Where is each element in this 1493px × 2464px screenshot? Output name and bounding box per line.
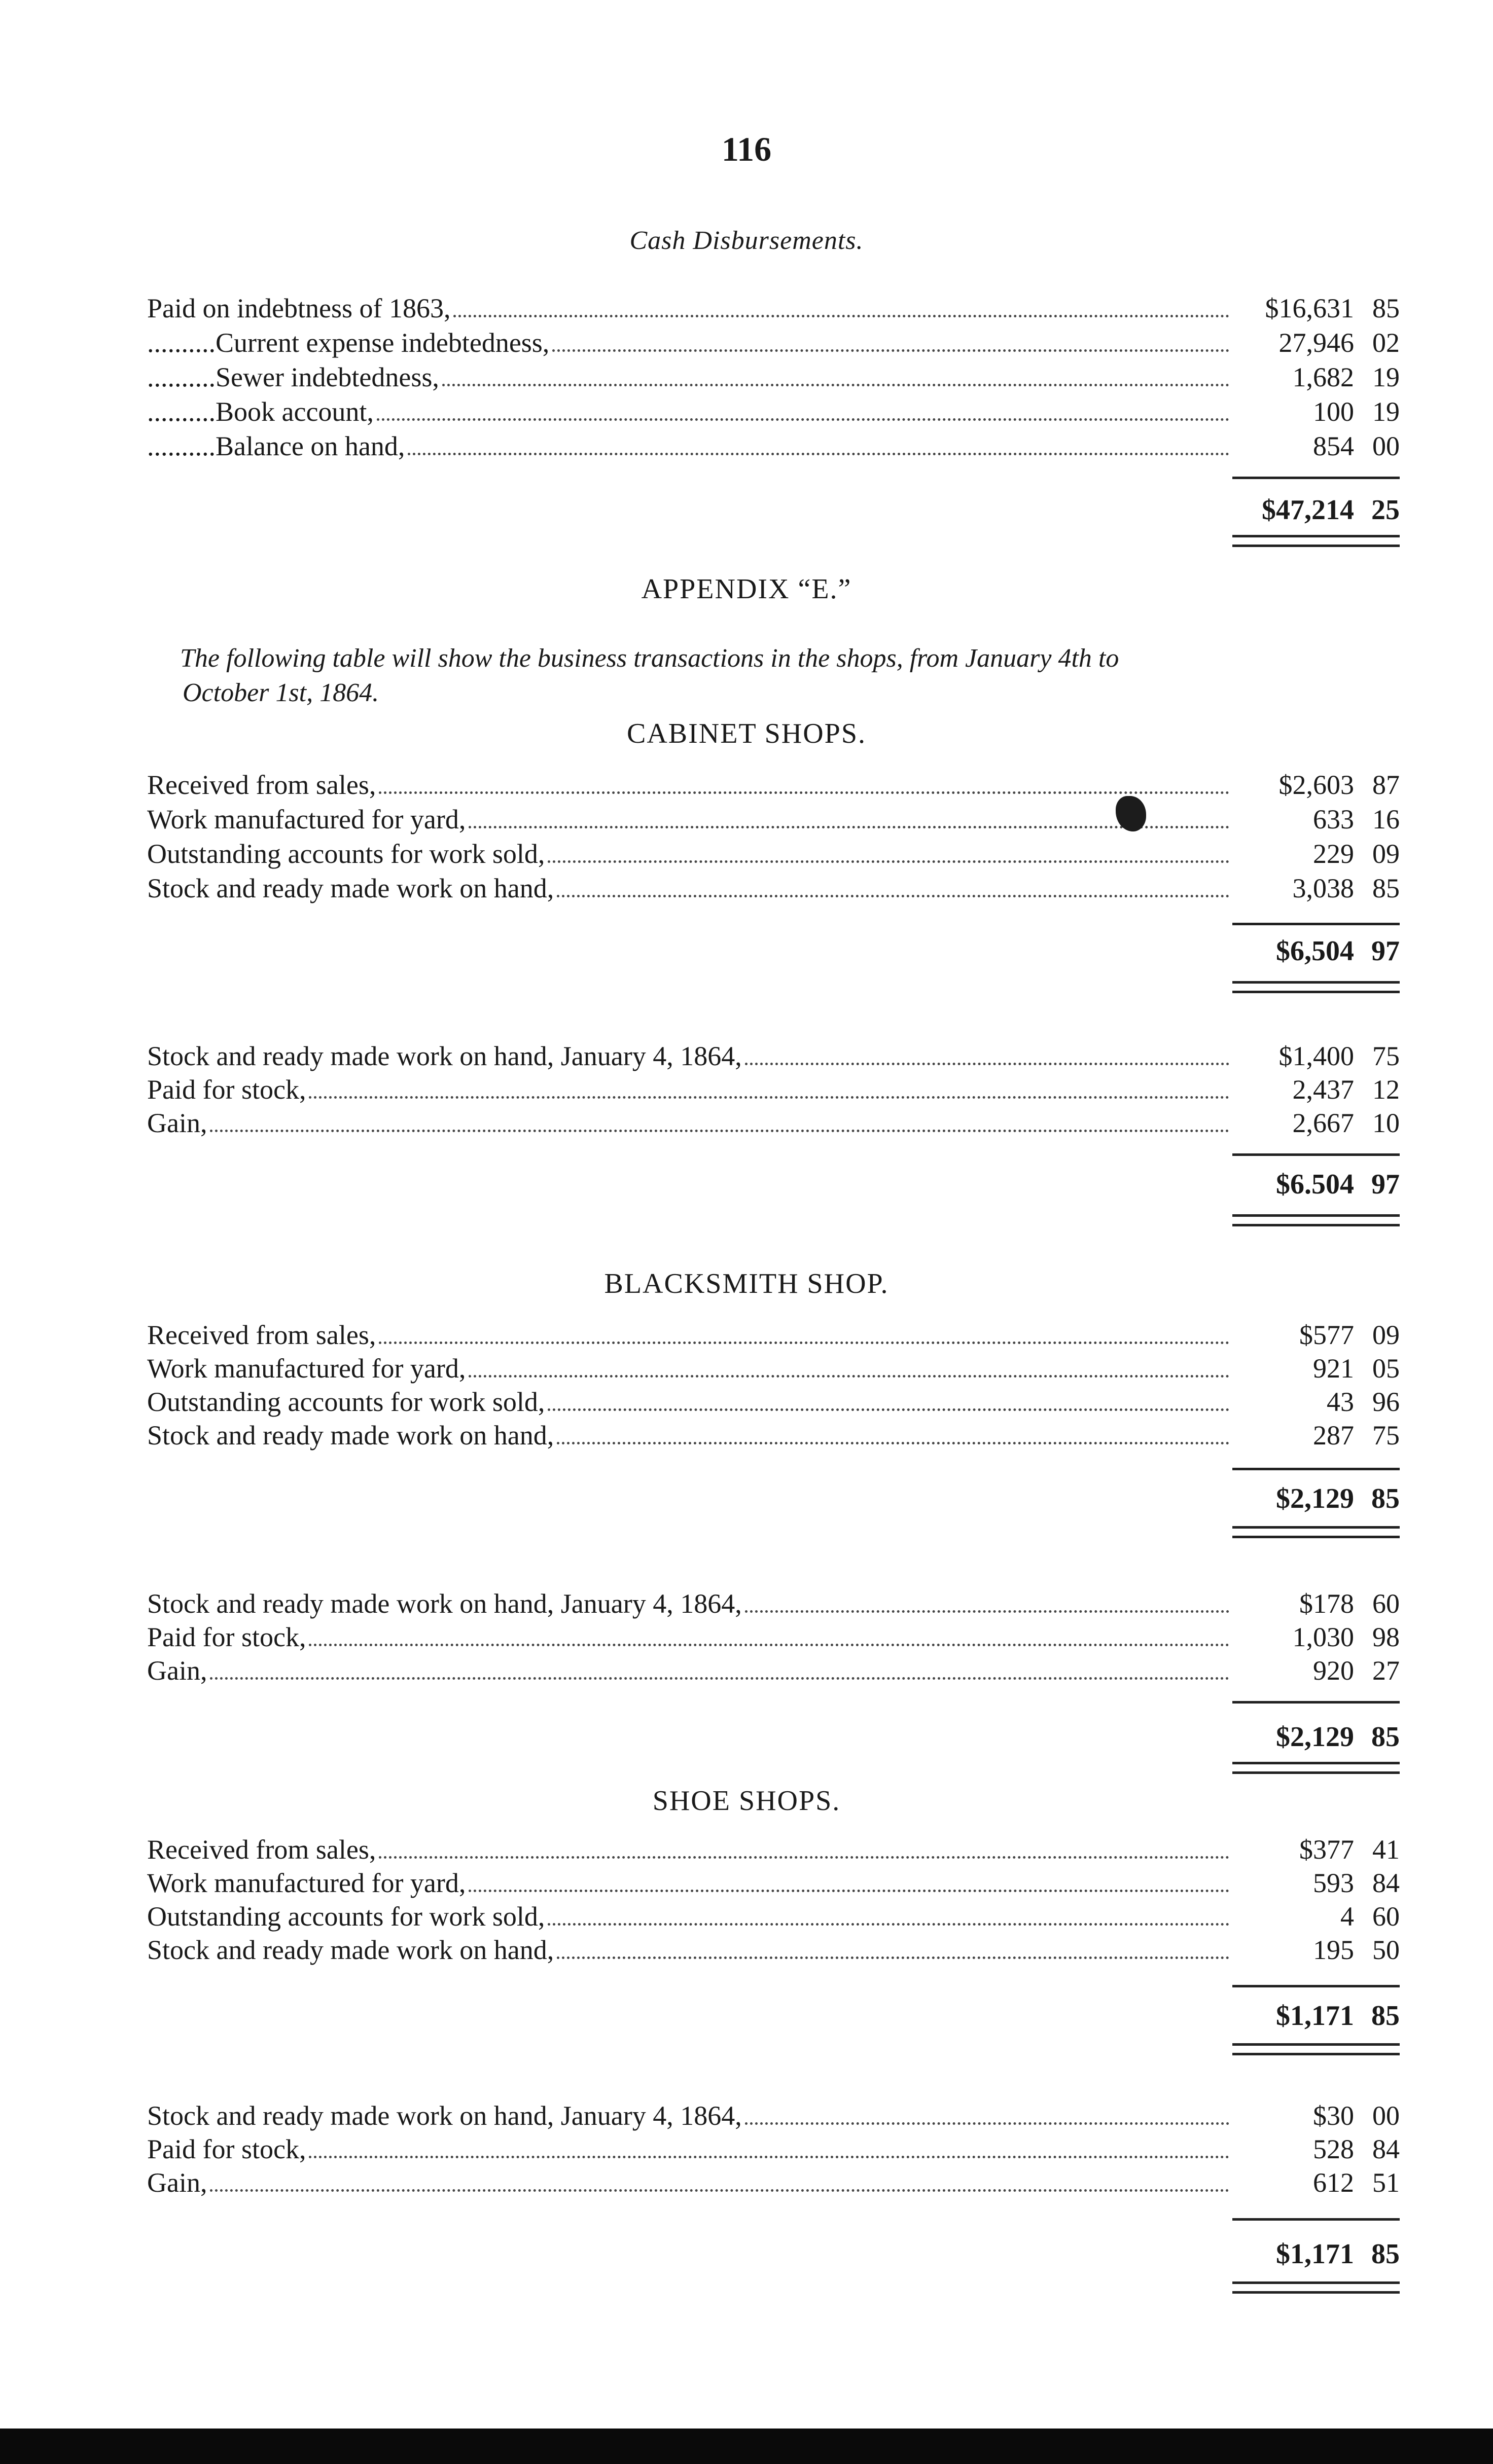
row-label: Paid for stock, bbox=[147, 2134, 306, 2164]
leader-dots bbox=[745, 1588, 1229, 1613]
scan-edge-band bbox=[0, 2429, 1493, 2464]
leader-dots bbox=[548, 1386, 1229, 1411]
row-amount bbox=[1232, 326, 1400, 359]
total-dollars: $47,214 bbox=[1262, 494, 1354, 526]
row-label: Stock and ready made work on hand, January 4, 1864, bbox=[147, 1041, 742, 1071]
cabinet-row bbox=[147, 837, 1400, 871]
cash-total bbox=[1227, 492, 1400, 528]
cash-row bbox=[147, 360, 1400, 394]
total-cents: 97 bbox=[1371, 935, 1400, 967]
amount-dollars: 195 bbox=[1313, 1935, 1354, 1965]
amount-cents: 27 bbox=[1372, 1655, 1400, 1686]
amount-cents: 98 bbox=[1372, 1622, 1400, 1652]
leader-dots bbox=[469, 1867, 1229, 1892]
amount-cents: 19 bbox=[1372, 362, 1400, 392]
row-label: Received from sales, bbox=[147, 770, 376, 800]
sum-rule bbox=[1232, 923, 1400, 925]
leader-dots bbox=[379, 1319, 1229, 1344]
row-label: Gain, bbox=[147, 1655, 207, 1686]
leader-dots bbox=[309, 1621, 1229, 1646]
row-label: Received from sales, bbox=[147, 1320, 376, 1350]
row-amount bbox=[1232, 1900, 1400, 1933]
intro-paragraph-cont bbox=[183, 676, 1400, 710]
row-label: Received from sales, bbox=[147, 1834, 376, 1865]
amount-cents: 50 bbox=[1372, 1935, 1400, 1965]
amount-cents: 84 bbox=[1372, 1868, 1400, 1898]
amount-dollars: 27,946 bbox=[1278, 328, 1354, 358]
row-label: Stock and ready made work on hand, January 4, 1864, bbox=[147, 1588, 742, 1619]
row-amount bbox=[1232, 2166, 1400, 2199]
shoe-total-a bbox=[1227, 1998, 1400, 2034]
leader-dots bbox=[453, 293, 1229, 317]
leader-dots bbox=[210, 1655, 1229, 1680]
row-amount bbox=[1232, 872, 1400, 905]
amount-dollars: 229 bbox=[1313, 839, 1354, 869]
row-label: Gain, bbox=[147, 1108, 207, 1138]
blacksmith-row bbox=[147, 1352, 1400, 1385]
double-rule bbox=[1232, 1762, 1400, 1774]
row-amount bbox=[1232, 2099, 1400, 2132]
total-cents: 25 bbox=[1371, 494, 1400, 526]
amount-dollars: 921 bbox=[1313, 1353, 1354, 1384]
amount-dollars: 593 bbox=[1313, 1868, 1354, 1898]
row-amount bbox=[1232, 1933, 1400, 1967]
amount-cents: 75 bbox=[1372, 1041, 1400, 1071]
double-rule bbox=[1232, 2043, 1400, 2055]
row-amount bbox=[1232, 1654, 1400, 1687]
total-cents: 85 bbox=[1371, 2000, 1400, 2032]
row-label: Paid for stock, bbox=[147, 1074, 306, 1105]
cash-row bbox=[147, 395, 1400, 428]
row-label: ..........Balance on hand, bbox=[147, 431, 405, 461]
blacksmith-row bbox=[147, 1654, 1400, 1687]
sum-rule bbox=[1232, 2218, 1400, 2221]
amount-cents: 75 bbox=[1372, 1420, 1400, 1451]
total-dollars: $2,129 bbox=[1276, 1483, 1354, 1514]
shoe-total-b bbox=[1227, 2236, 1400, 2272]
cash-row bbox=[147, 326, 1400, 359]
leader-dots bbox=[548, 838, 1229, 863]
leader-dots bbox=[442, 361, 1229, 386]
amount-cents: 02 bbox=[1372, 328, 1400, 358]
sum-rule bbox=[1232, 477, 1400, 479]
row-label: Stock and ready made work on hand, bbox=[147, 1935, 554, 1965]
sum-rule bbox=[1232, 1153, 1400, 1156]
amount-dollars: 3,038 bbox=[1292, 873, 1354, 903]
row-label: Work manufactured for yard, bbox=[147, 1868, 466, 1898]
row-amount bbox=[1232, 1039, 1400, 1073]
sum-rule bbox=[1232, 1468, 1400, 1470]
leader-dots bbox=[379, 769, 1229, 794]
blacksmith-row bbox=[147, 1385, 1400, 1419]
amount-cents: 60 bbox=[1372, 1901, 1400, 1932]
shoe-row bbox=[147, 2166, 1400, 2199]
row-amount bbox=[1232, 1073, 1400, 1106]
leader-dots bbox=[377, 396, 1229, 421]
amount-dollars: 2,667 bbox=[1292, 1108, 1354, 1138]
amount-dollars: 100 bbox=[1313, 396, 1354, 427]
shoe-row bbox=[147, 1833, 1400, 1866]
total-dollars: $6.504 bbox=[1276, 1169, 1354, 1200]
row-label: Outstanding accounts for work sold, bbox=[147, 1901, 545, 1932]
shoe-row bbox=[147, 2132, 1400, 2166]
leader-dots bbox=[745, 1040, 1229, 1065]
amount-dollars: 2,437 bbox=[1292, 1074, 1354, 1105]
appendix-title: APPENDIX “E.” bbox=[641, 573, 852, 605]
cabinet-row bbox=[147, 1106, 1400, 1140]
amount-dollars: 4 bbox=[1340, 1901, 1354, 1932]
amount-cents: 09 bbox=[1372, 1320, 1400, 1350]
amount-dollars: 920 bbox=[1313, 1655, 1354, 1686]
row-amount bbox=[1232, 1419, 1400, 1452]
leader-dots bbox=[469, 804, 1229, 828]
row-amount bbox=[1232, 1318, 1400, 1352]
total-cents: 85 bbox=[1371, 1721, 1400, 1753]
row-label: Stock and ready made work on hand, bbox=[147, 1420, 554, 1451]
cabinet-row bbox=[147, 1039, 1400, 1073]
row-label: Stock and ready made work on hand, bbox=[147, 873, 554, 903]
row-label: Paid on indebtness of 1863, bbox=[147, 293, 451, 323]
row-label: ..........Book account, bbox=[147, 396, 374, 427]
row-amount bbox=[1232, 768, 1400, 802]
amount-cents: 85 bbox=[1372, 293, 1400, 323]
row-amount bbox=[1232, 429, 1400, 463]
row-label: ..........Sewer indebtedness, bbox=[147, 362, 439, 392]
amount-cents: 85 bbox=[1372, 873, 1400, 903]
amount-dollars: 1,682 bbox=[1292, 362, 1354, 392]
cabinet-row bbox=[147, 1073, 1400, 1106]
amount-cents: 16 bbox=[1372, 804, 1400, 835]
blacksmith-total-b bbox=[1227, 1719, 1400, 1755]
total-cents: 97 bbox=[1371, 1169, 1400, 1200]
amount-cents: 05 bbox=[1372, 1353, 1400, 1384]
leader-dots bbox=[557, 1420, 1229, 1444]
amount-cents: 41 bbox=[1372, 1834, 1400, 1865]
shoe-shops-heading: SHOE SHOPS. bbox=[652, 1785, 841, 1817]
amount-dollars: 528 bbox=[1313, 2134, 1354, 2164]
intro-line-2: October 1st, 1864. bbox=[183, 678, 379, 707]
cabinet-row bbox=[147, 803, 1400, 836]
amount-dollars: 612 bbox=[1313, 2167, 1354, 2198]
row-amount bbox=[1232, 837, 1400, 871]
row-label: Outstanding accounts for work sold, bbox=[147, 1387, 545, 1417]
row-label: ..........Current expense indebtedness, bbox=[147, 328, 550, 358]
leader-dots bbox=[557, 1934, 1229, 1959]
double-rule bbox=[1232, 1526, 1400, 1538]
amount-dollars: 1,030 bbox=[1292, 1622, 1354, 1652]
amount-dollars: $178 bbox=[1299, 1588, 1354, 1619]
amount-cents: 51 bbox=[1372, 2167, 1400, 2198]
shoe-row bbox=[147, 1900, 1400, 1933]
amount-cents: 96 bbox=[1372, 1387, 1400, 1417]
row-amount bbox=[1232, 1620, 1400, 1654]
amount-cents: 10 bbox=[1372, 1108, 1400, 1138]
cabinet-shops-heading: CABINET SHOPS. bbox=[627, 718, 866, 749]
blacksmith-row bbox=[147, 1620, 1400, 1654]
amount-cents: 00 bbox=[1372, 431, 1400, 461]
amount-cents: 12 bbox=[1372, 1074, 1400, 1105]
leader-dots bbox=[552, 327, 1229, 352]
leader-dots bbox=[309, 1074, 1229, 1099]
total-dollars: $6,504 bbox=[1276, 935, 1354, 967]
amount-cents: 60 bbox=[1372, 1588, 1400, 1619]
leader-dots bbox=[309, 2133, 1229, 2158]
total-dollars: $1,171 bbox=[1276, 2238, 1354, 2270]
row-amount bbox=[1232, 360, 1400, 394]
row-amount bbox=[1232, 395, 1400, 428]
row-amount bbox=[1232, 1866, 1400, 1900]
amount-dollars: $2,603 bbox=[1278, 770, 1354, 800]
leader-dots bbox=[548, 1901, 1229, 1926]
row-label: Stock and ready made work on hand, January 4, 1864, bbox=[147, 2100, 742, 2131]
row-label: Work manufactured for yard, bbox=[147, 1353, 466, 1384]
cabinet-total-b bbox=[1227, 1166, 1400, 1203]
amount-cents: 87 bbox=[1372, 770, 1400, 800]
cabinet-total-a bbox=[1227, 933, 1400, 969]
leader-dots bbox=[408, 430, 1229, 455]
amount-cents: 00 bbox=[1372, 2100, 1400, 2131]
cash-row bbox=[147, 429, 1400, 463]
amount-dollars: $377 bbox=[1299, 1834, 1354, 1865]
amount-cents: 84 bbox=[1372, 2134, 1400, 2164]
blacksmith-shop-heading: BLACKSMITH SHOP. bbox=[604, 1268, 889, 1299]
amount-dollars: $16,631 bbox=[1265, 293, 1354, 323]
amount-dollars: 43 bbox=[1327, 1387, 1354, 1417]
page-number: 116 bbox=[721, 130, 772, 168]
cabinet-row bbox=[147, 872, 1400, 905]
shoe-row bbox=[147, 2099, 1400, 2132]
double-rule bbox=[1232, 535, 1400, 547]
blacksmith-row bbox=[147, 1419, 1400, 1452]
row-amount bbox=[1232, 1352, 1400, 1385]
amount-cents: 19 bbox=[1372, 396, 1400, 427]
double-rule bbox=[1232, 981, 1400, 993]
row-amount bbox=[1232, 1587, 1400, 1620]
total-dollars: $1,171 bbox=[1276, 2000, 1354, 2032]
cabinet-row bbox=[147, 768, 1400, 802]
sum-rule bbox=[1232, 1985, 1400, 1987]
leader-dots bbox=[557, 873, 1229, 897]
amount-dollars: 287 bbox=[1313, 1420, 1354, 1451]
total-cents: 85 bbox=[1371, 1483, 1400, 1514]
leader-dots bbox=[210, 2167, 1229, 2192]
double-rule bbox=[1232, 2281, 1400, 2294]
leader-dots bbox=[379, 1834, 1229, 1859]
row-amount bbox=[1232, 1385, 1400, 1419]
amount-dollars: $1,400 bbox=[1278, 1041, 1354, 1071]
blacksmith-total-a bbox=[1227, 1480, 1400, 1517]
leader-dots bbox=[210, 1107, 1229, 1132]
amount-dollars: $577 bbox=[1299, 1320, 1354, 1350]
row-amount bbox=[1232, 803, 1400, 836]
amount-dollars: 633 bbox=[1313, 804, 1354, 835]
cash-disbursements-heading: Cash Disbursements. bbox=[629, 226, 864, 255]
blacksmith-row bbox=[147, 1318, 1400, 1352]
cash-row bbox=[147, 292, 1400, 325]
row-amount bbox=[1232, 292, 1400, 325]
total-dollars: $2,129 bbox=[1276, 1721, 1354, 1753]
shoe-row bbox=[147, 1866, 1400, 1900]
shoe-row bbox=[147, 1933, 1400, 1967]
row-amount bbox=[1232, 1833, 1400, 1866]
amount-dollars: 854 bbox=[1313, 431, 1354, 461]
leader-dots bbox=[745, 2100, 1229, 2125]
total-cents: 85 bbox=[1371, 2238, 1400, 2270]
leader-dots bbox=[469, 1353, 1229, 1378]
row-amount bbox=[1232, 2132, 1400, 2166]
amount-dollars: $30 bbox=[1313, 2100, 1354, 2131]
blacksmith-row bbox=[147, 1587, 1400, 1620]
sum-rule bbox=[1232, 1701, 1400, 1704]
intro-line-1: The following table will show the business transactions in the shops, from January 4th to bbox=[180, 644, 1119, 673]
row-label: Outstanding accounts for work sold, bbox=[147, 839, 545, 869]
row-label: Paid for stock, bbox=[147, 1622, 306, 1652]
row-label: Work manufactured for yard, bbox=[147, 804, 466, 835]
row-amount bbox=[1232, 1106, 1400, 1140]
double-rule bbox=[1232, 1214, 1400, 1226]
intro-paragraph bbox=[180, 641, 1397, 676]
row-label: Gain, bbox=[147, 2167, 207, 2198]
amount-cents: 09 bbox=[1372, 839, 1400, 869]
